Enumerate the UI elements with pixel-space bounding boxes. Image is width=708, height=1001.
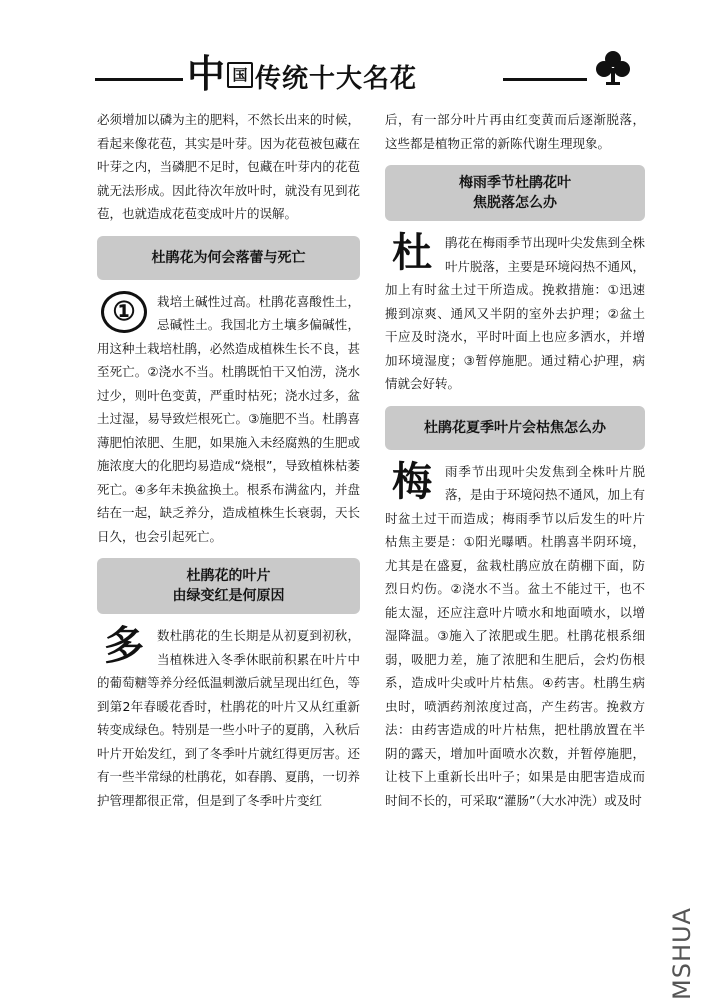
left-intro-paragraph: 必须增加以磷为主的肥料，不然长出来的时候，看起来像花苞，其实是叶芽。因为花苞被包藏在叶芽之内，当磷肥不足时，包藏在叶芽内的花苞就无法形成。因此待次年放叶时，就没有见到花苞，也就造成花苞变成叶片的误解。	[97, 112, 360, 221]
header-title-guo-box: 国	[227, 62, 253, 88]
section-heading-leaf-red	[97, 558, 360, 614]
section-heading-bud-drop	[97, 236, 360, 280]
drop-cap: 多	[104, 622, 144, 669]
left-column	[97, 108, 360, 812]
section-heading-plum-rain	[385, 165, 645, 221]
section-heading-line-1: 梅雨季节杜鹃花叶	[459, 175, 571, 191]
section-heading-text: 杜鹃花为何会落蕾与死亡	[151, 249, 306, 266]
header-title-big-char: 中	[187, 51, 226, 96]
drop-cap-circled-one: ①	[97, 290, 151, 334]
club-flower-icon	[593, 48, 633, 88]
section-heading-text: 杜鹃花夏季叶片会枯焦怎么办	[424, 419, 606, 436]
drop-cap: 梅	[392, 457, 432, 505]
header-rule-right	[503, 78, 587, 81]
section-body-summer-scorch: 梅 雨季节出现叶尖发焦到全株叶片脱落，是由于环境闷热不通风，加上有时盆土过干而造成；梅雨季节以后发生的叶片枯焦主要是：①阳光曝晒。杜鹃喜半阴环境，尤其是在盛夏，盆栽杜鹃应放在荫棚下面，防烈日灼伤。②浇水不当。盆土不能过干，也不能太湿，还应注意叶片喷水和地面喷水，以增湿降温。③施入了浓肥或生肥。杜鹃花根系细弱，吸肥力差，施了浓肥和生肥后，会灼伤根系，造成叶尖或叶片枯焦。④药害。杜鹃生病虫时，喷洒药剂浓度过高，产生药害。挽救方法：由药害造成的叶片枯焦，把杜鹃放置在半阴的露天，增加叶面喷水次数，并暂停施肥，让枝下上重新长出叶子；如果是由肥害造成而时间不长的，可采取“灌肠”（大水冲洗）或及时	[385, 457, 646, 808]
section-body-plum-rain: 杜 鹃花在梅雨季节出现叶尖发焦到全株叶片脱落，主要是环境闷热不通风，加上有时盆土过干所造成。挽救措施：①迅速搬到凉爽、通风又半阴的室外去护理；②盆土干应及时浇水，平时叶面上也应多洒水，并增加环境湿度；③暂停施肥。通过精心护理，病情就会好转。	[385, 229, 646, 391]
watermark-text: MSHUA	[668, 907, 696, 1000]
header-title: 传统十大名花	[255, 64, 418, 94]
right-column	[385, 108, 645, 812]
section-body-bud-drop: ① 栽培土碱性过高。杜鹃花喜酸性土，忌碱性土。我国北方土壤多偏碱性，用这种土栽培杜鹃，必然造成植株生长不良，甚至死亡。②浇水不当。杜鹃既怕干又怕涝，浇水过少，则叶色变黄，严重时枯死；浇水过多，盆土过湿，易导致烂根死亡。③施肥不当。杜鹃喜薄肥怕浓肥、生肥，如果施入未经腐熟的生肥或施浓度大的化肥均易造成“烧根”，导致植株枯萎死亡。④多年未换盆换土。根系布满盆内，并盘结在一起，缺乏养分，造成植株生长衰弱，天长日久，也会引起死亡。	[97, 290, 360, 549]
drop-cap: 杜	[392, 229, 432, 276]
header-rule-left	[95, 78, 183, 81]
section-heading-line-2: 焦脱落怎么办	[473, 195, 557, 211]
right-intro-paragraph: 后，有一部分叶片再由红变黄而后逐渐脱落，这些都是植物正常的新陈代谢生理现象。	[385, 112, 645, 151]
section-body-leaf-red: 多 数杜鹃花的生长期是从初夏到初秋，当植株进入冬季休眠前积累在叶片中的葡萄糖等养分经低温刺激后就呈现出红色，等到第2年春暖花香时，杜鹃花的叶片又从红重新转变成绿色。特别是一些小叶子的夏鹃，入秋后叶片开始发红，到了冬季叶片就红得更厉害。还有一些半常绿的杜鹃花，如春鹃、夏鹃，一切养护管理都很正常，但是到了冬季叶片变红	[97, 622, 360, 808]
section-heading-line-1: 杜鹃花的叶片	[186, 568, 271, 584]
page-header	[95, 48, 635, 104]
section-heading-line-2: 由绿变红是何原因	[172, 588, 285, 604]
section-heading-summer-scorch	[385, 406, 645, 450]
